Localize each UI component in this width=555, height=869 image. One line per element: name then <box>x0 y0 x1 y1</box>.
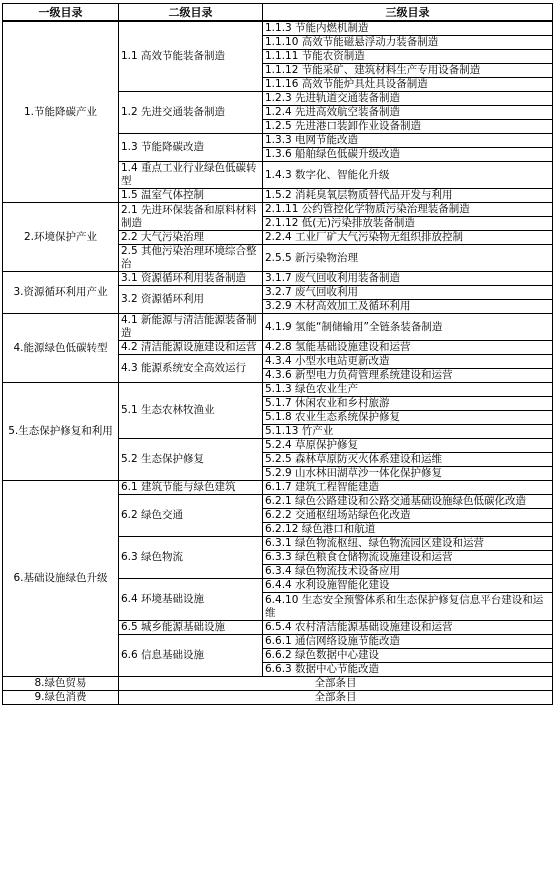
level3-cell: 2.5.5 新污染物治理 <box>263 245 553 272</box>
level3-cell: 6.3.3 绿色粮食仓储物流设施建设和运营 <box>263 551 553 565</box>
header-row <box>3 4 553 22</box>
level3-cell: 1.2.4 先进高效航空装备制造 <box>263 106 553 120</box>
all-items-cell: 全部条目 <box>119 677 553 691</box>
level3-cell: 6.3.1 绿色物流枢纽、绿色物流园区建设和运营 <box>263 537 553 551</box>
level2-cell: 4.3 能源系统安全高效运行 <box>119 355 263 383</box>
level2-cell: 6.5 城乡能源基础设施 <box>119 621 263 635</box>
level3-cell: 5.2.4 草原保护修复 <box>263 439 553 453</box>
level2-cell: 1.3 节能降碳改造 <box>119 134 263 162</box>
level2-cell: 6.1 建筑节能与绿色建筑 <box>119 481 263 495</box>
header-level2: 二级目录 <box>119 4 263 22</box>
level3-cell: 5.2.5 森林草原防灭火体系建设和运维 <box>263 453 553 467</box>
level3-cell: 6.2.2 交通枢纽场站绿色化改造 <box>263 509 553 523</box>
level3-cell: 3.1.7 废气回收利用装备制造 <box>263 272 553 286</box>
level2-cell: 6.4 环境基础设施 <box>119 579 263 621</box>
level2-cell: 2.5 其他污染治理环境综合整治 <box>119 245 263 272</box>
table-row <box>3 691 553 705</box>
all-items-cell: 全部条目 <box>119 691 553 705</box>
level2-cell: 1.4 重点工业行业绿色低碳转型 <box>119 162 263 189</box>
level3-cell: 5.1.7 休闲农业和乡村旅游 <box>263 397 553 411</box>
table-row <box>3 272 553 286</box>
level1-cell: 8.绿色贸易 <box>3 677 119 691</box>
level3-cell: 1.5.2 消耗臭氧层物质替代品开发与利用 <box>263 189 553 203</box>
level2-cell: 5.2 生态保护修复 <box>119 439 263 481</box>
level2-cell: 2.1 先进环保装备和原料材料制造 <box>119 203 263 231</box>
level1-cell: 3.资源循环利用产业 <box>3 272 119 314</box>
catalog-table <box>2 3 553 705</box>
level3-cell: 5.1.8 农业生态系统保护修复 <box>263 411 553 425</box>
header-level1: 一级目录 <box>3 4 119 22</box>
level1-cell: 6.基础设施绿色升级 <box>3 481 119 677</box>
level2-cell: 2.2 大气污染治理 <box>119 231 263 245</box>
level3-cell: 6.6.2 绿色数据中心建设 <box>263 649 553 663</box>
level2-cell: 3.1 资源循环利用装备制造 <box>119 272 263 286</box>
level3-cell: 1.1.16 高效节能炉具灶具设备制造 <box>263 78 553 92</box>
level3-cell: 4.3.4 小型水电站更新改造 <box>263 355 553 369</box>
level1-cell: 5.生态保护修复和利用 <box>3 383 119 481</box>
level2-cell: 6.2 绿色交通 <box>119 495 263 537</box>
level3-cell: 3.2.9 木材高效加工及循环利用 <box>263 300 553 314</box>
level3-cell: 6.2.12 绿色港口和航道 <box>263 523 553 537</box>
level2-cell: 1.1 高效节能装备制造 <box>119 21 263 92</box>
level3-cell: 2.2.4 工业厂矿大气污染物无组织排放控制 <box>263 231 553 245</box>
table-row <box>3 481 553 495</box>
level3-cell: 5.2.9 山水林田湖草沙一体化保护修复 <box>263 467 553 481</box>
level3-cell: 6.2.1 绿色公路建设和公路交通基础设施绿色低碳化改造 <box>263 495 553 509</box>
table-row <box>3 677 553 691</box>
level3-cell: 1.1.10 高效节能磁悬浮动力装备制造 <box>263 36 553 50</box>
level3-cell: 1.1.3 节能内燃机制造 <box>263 21 553 36</box>
level1-cell: 9.绿色消费 <box>3 691 119 705</box>
catalog-body <box>3 21 553 705</box>
level3-cell: 6.1.7 建筑工程智能建造 <box>263 481 553 495</box>
level3-cell: 4.3.6 新型电力负荷管理系统建设和运营 <box>263 369 553 383</box>
level3-cell: 6.4.4 水利设施智能化建设 <box>263 579 553 593</box>
level3-cell: 2.1.11 公约管控化学物质污染治理装备制造 <box>263 203 553 217</box>
level3-cell: 1.3.3 电网节能改造 <box>263 134 553 148</box>
level3-cell: 1.2.3 先进轨道交通装备制造 <box>263 92 553 106</box>
header-level3: 三级目录 <box>263 4 553 22</box>
level3-cell: 1.1.12 节能采矿、建筑材料生产专用设备制造 <box>263 64 553 78</box>
level3-cell: 1.3.6 船舶绿色低碳升级改造 <box>263 148 553 162</box>
level1-cell: 1.节能降碳产业 <box>3 21 119 203</box>
level3-cell: 3.2.7 废气回收利用 <box>263 286 553 300</box>
level2-cell: 6.6 信息基础设施 <box>119 635 263 677</box>
level2-cell: 6.3 绿色物流 <box>119 537 263 579</box>
level3-cell: 1.2.5 先进港口装卸作业设备制造 <box>263 120 553 134</box>
level1-cell: 2.环境保护产业 <box>3 203 119 272</box>
level3-cell: 4.2.8 氢能基础设施建设和运营 <box>263 341 553 355</box>
table-row <box>3 21 553 36</box>
level3-cell: 6.5.4 农村清洁能源基础设施建设和运营 <box>263 621 553 635</box>
level3-cell: 5.1.3 绿色农业生产 <box>263 383 553 397</box>
level2-cell: 5.1 生态农林牧渔业 <box>119 383 263 439</box>
table-row <box>3 314 553 341</box>
level3-cell: 6.3.4 绿色物流技术设备应用 <box>263 565 553 579</box>
level3-cell: 1.1.11 节能农资制造 <box>263 50 553 64</box>
level1-cell: 4.能源绿色低碳转型 <box>3 314 119 383</box>
level3-cell: 6.6.1 通信网络设施节能改造 <box>263 635 553 649</box>
level3-cell: 5.1.13 竹产业 <box>263 425 553 439</box>
level2-cell: 1.5 温室气体控制 <box>119 189 263 203</box>
level3-cell: 4.1.9 氢能“制储输用”全链条装备制造 <box>263 314 553 341</box>
level2-cell: 4.1 新能源与清洁能源装备制造 <box>119 314 263 341</box>
level3-cell: 1.4.3 数字化、智能化升级 <box>263 162 553 189</box>
level2-cell: 4.2 清洁能源设施建设和运营 <box>119 341 263 355</box>
level2-cell: 1.2 先进交通装备制造 <box>119 92 263 134</box>
table-row <box>3 383 553 397</box>
level2-cell: 3.2 资源循环利用 <box>119 286 263 314</box>
level3-cell: 2.1.12 低(无)污染排放装备制造 <box>263 217 553 231</box>
level3-cell: 6.6.3 数据中心节能改造 <box>263 663 553 677</box>
table-row <box>3 203 553 217</box>
level3-cell: 6.4.10 生态安全预警体系和生态保护修复信息平台建设和运维 <box>263 593 553 621</box>
